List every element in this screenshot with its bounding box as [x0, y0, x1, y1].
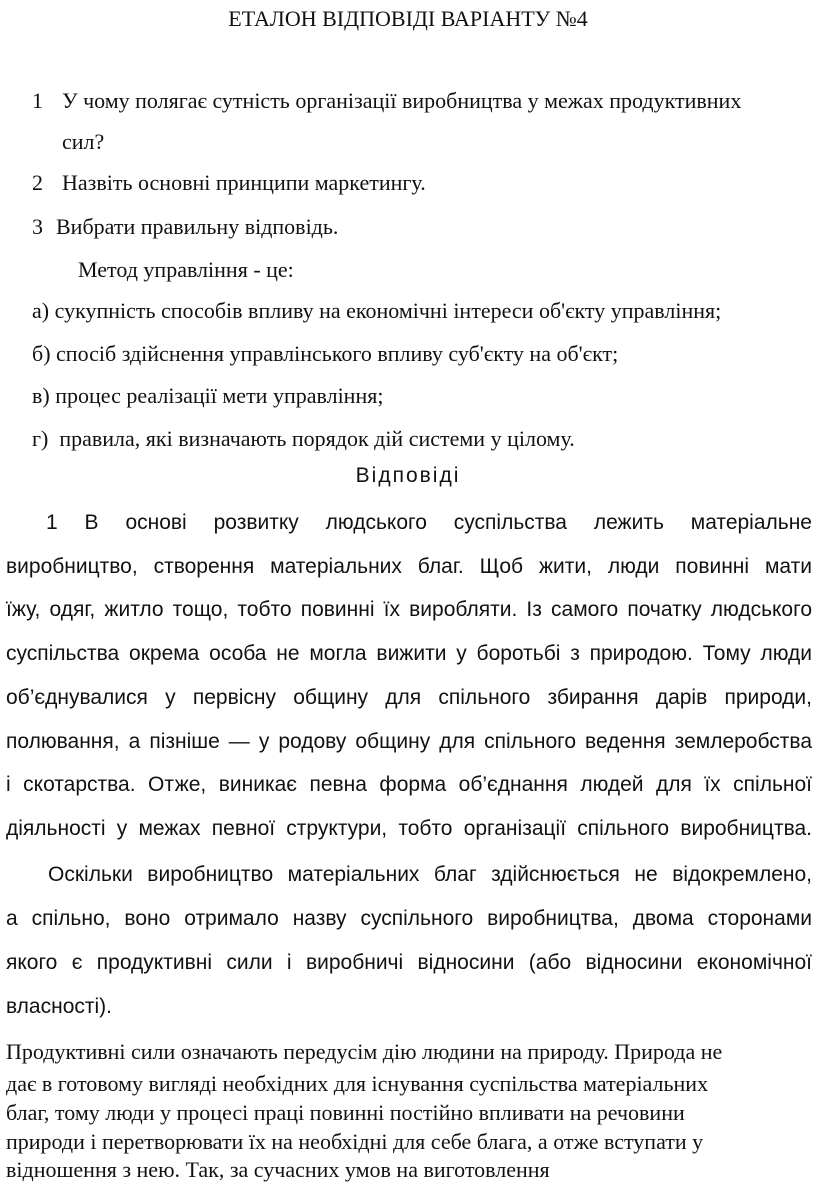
- answer-1-line: і скотарства. Отже, виникає певна форма об’єднання людей для їх спільної: [6, 773, 812, 796]
- question-3: [32, 214, 338, 240]
- answer-2-line: якого є продуктивні сили і виробничі відносини (або відносини економічної: [6, 951, 812, 974]
- option-text: сукупність способів впливу на економічні інтереси об'єкту управління;: [54, 298, 722, 323]
- answer-1-line: їжу, одяг, житло тощо, тобто повинні їх виробляти. Із самого початку людського: [6, 598, 812, 621]
- answer-2-line: власності).: [6, 995, 112, 1018]
- answer-3-line: природи і перетворювати їх на необхідні для себе блага, а отже вступати у: [6, 1129, 704, 1154]
- answer-1-line: 1 В основі розвитку людського суспільства лежить матеріальне: [46, 511, 812, 534]
- answer-3-line: дає в готовому вигляді необхідних для існування суспільства матеріальних: [6, 1071, 709, 1096]
- question-text: Вибрати правильну відповідь.: [56, 214, 339, 239]
- answer-1-line: об’єднувалися у первісну общину для спільного збирання дарів природи,: [6, 686, 812, 709]
- option-letter: б): [32, 341, 51, 366]
- answer-3-line: відношення з нею. Так, за сучасних умов на виготовлення: [6, 1157, 550, 1182]
- page-title: ЕТАЛОН ВІДПОВІДІ ВАРІАНТУ №4: [228, 6, 588, 31]
- option-b: [32, 341, 618, 367]
- answer-1-line: суспільства окрема особа не могла вижити у боротьбі з природою. Тому люди: [6, 642, 812, 665]
- question-text: У чому полягає сутність організації виробництва у межах продуктивних: [62, 88, 742, 113]
- option-d: [32, 426, 575, 452]
- option-text: правила, які визначають порядок дій системи у цілому.: [59, 426, 575, 451]
- answer-1-line: полювання, а пізніше — у родову общину для спільного ведення землеробства: [6, 730, 812, 753]
- answer-2-line: Оскільки виробництво матеріальних благ здійснюється не відокремлено,: [48, 863, 812, 886]
- answer-1-line: виробництво, створення матеріальних благ. Щоб жити, люди повинні мати: [6, 555, 812, 578]
- option-letter: г): [32, 426, 49, 451]
- question-3-stem: Метод управління - це:: [78, 257, 294, 282]
- option-a: [32, 298, 721, 324]
- option-text: процес реалізації мети управління;: [55, 383, 384, 408]
- answer-2-line: а спільно, воно отримало назву суспільного виробництва, двома сторонами: [6, 907, 812, 930]
- question-number: 3: [32, 214, 43, 239]
- answer-3-line: Продуктивні сили означають передусім дію людини на природу. Природа не: [6, 1039, 723, 1064]
- answer-3-line: благ, тому люди у процесі праці повинні постійно впливати на речовини: [6, 1100, 685, 1125]
- question-number: 2: [32, 170, 43, 195]
- question-1: [32, 88, 741, 114]
- option-letter: в): [32, 383, 50, 408]
- question-2: [32, 170, 426, 196]
- option-c: [32, 383, 383, 409]
- question-number: 1: [32, 88, 43, 113]
- answer-1-line: діяльності у межах певної структури, тобто організації спільного виробництва.: [6, 817, 812, 840]
- option-text: спосіб здійснення управлінського впливу суб'єкту на об'єкт;: [56, 341, 619, 366]
- option-letter: а): [32, 298, 50, 323]
- answers-heading: Відповіді: [355, 464, 461, 487]
- question-1-continuation: сил?: [62, 129, 105, 154]
- question-text: Назвіть основні принципи маркетингу.: [62, 170, 426, 195]
